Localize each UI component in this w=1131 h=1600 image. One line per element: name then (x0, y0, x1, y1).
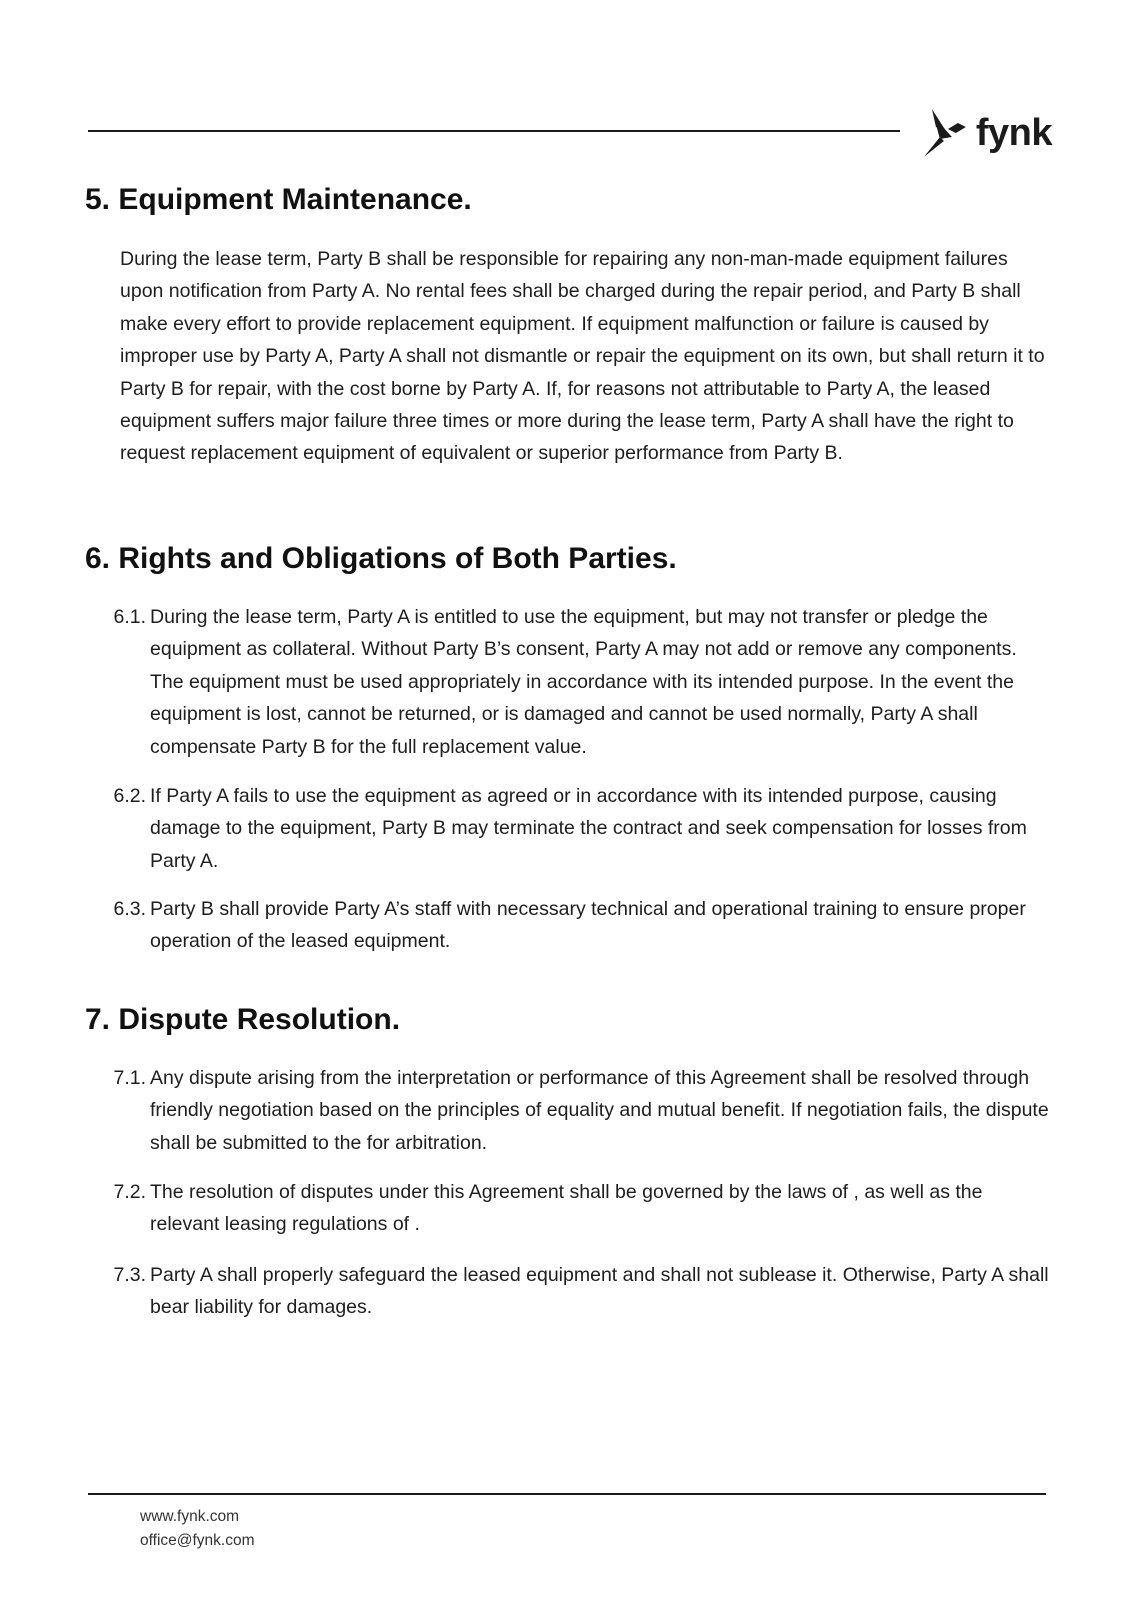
clause-text: During the lease term, Party A is entitled to use the equipment, but may not transfer or pledge the equipment as collateral. Without Party B’s consent, Party A may not add or remove any components. The equipment must be used appropriately in accordance with its intended purpose. In the event the equipment is lost, cannot be returned, or is damaged and cannot be used normally, Party A shall compensate Party B for the full replacement value. (150, 606, 1017, 758)
clause-6-1 (113, 601, 1050, 763)
bird-logo-icon (922, 107, 968, 159)
brand-name: fynk (975, 112, 1052, 154)
clause-number: 7.2. (113, 1181, 146, 1203)
clause-7-1 (113, 1062, 1050, 1159)
clause-number: 6.2. (113, 785, 146, 807)
clause-7-3 (113, 1259, 1050, 1324)
section-heading-7: 7. Dispute Resolution. (85, 1003, 401, 1036)
clause-number: 6.1. (113, 606, 146, 628)
clause-text: If Party A fails to use the equipment as agreed or in accordance with its intended purpose, causing damage to the equipment, Party B may terminate the contract and seek compensation for losses from Party A. (150, 785, 1027, 872)
clause-number: 7.3. (113, 1264, 146, 1286)
clause-text: The resolution of disputes under this Agreement shall be governed by the laws of , as well as the relevant leasing regulations of . (150, 1181, 983, 1236)
clause-text: Party B shall provide Party A’s staff with necessary technical and operational training to ensure proper operation of the leased equipment. (150, 898, 1026, 953)
clause-6-2 (113, 780, 1050, 877)
footer-divider (88, 1493, 1046, 1495)
header-divider (88, 130, 900, 132)
section-heading-5: 5. Equipment Maintenance. (85, 183, 472, 216)
clause-number: 6.3. (113, 898, 146, 920)
clause-text: Party A shall properly safeguard the leased equipment and shall not sublease it. Otherwise, Party A shall bear liability for damages. (150, 1264, 1049, 1319)
section-heading-6: 6. Rights and Obligations of Both Parties. (85, 542, 677, 575)
brand-logo (922, 105, 1052, 161)
clause-text: Any dispute arising from the interpretation or performance of this Agreement shall be resolved through friendly negotiation based on the principles of equality and mutual benefit. If negotiation fails, the dispute shall be submitted to the for arbitration. (150, 1067, 1049, 1154)
section-5-paragraph: During the lease term, Party B shall be responsible for repairing any non-man-made equipment failures upon notification from Party A. No rental fees shall be charged during the repair period, and Party B shall make every effort to provide replacement equipment. If equipment malfunction or failure is caused by improper use by Party A, Party A shall not dismantle or repair the equipment on its own, but shall return it to Party B for repair, with the cost borne by Party A. If, for reasons not attributable to Party A, the leased equipment suffers major failure three times or more during the lease term, Party A shall have the right to request replacement equipment of equivalent or superior performance from Party B. (120, 248, 1045, 465)
clause-7-2 (113, 1176, 1050, 1241)
clause-number: 7.1. (113, 1067, 146, 1089)
footer-website[interactable]: www.fynk.com (140, 1508, 240, 1525)
footer-email[interactable]: office@fynk.com (140, 1532, 255, 1549)
clause-6-3 (113, 893, 1050, 958)
